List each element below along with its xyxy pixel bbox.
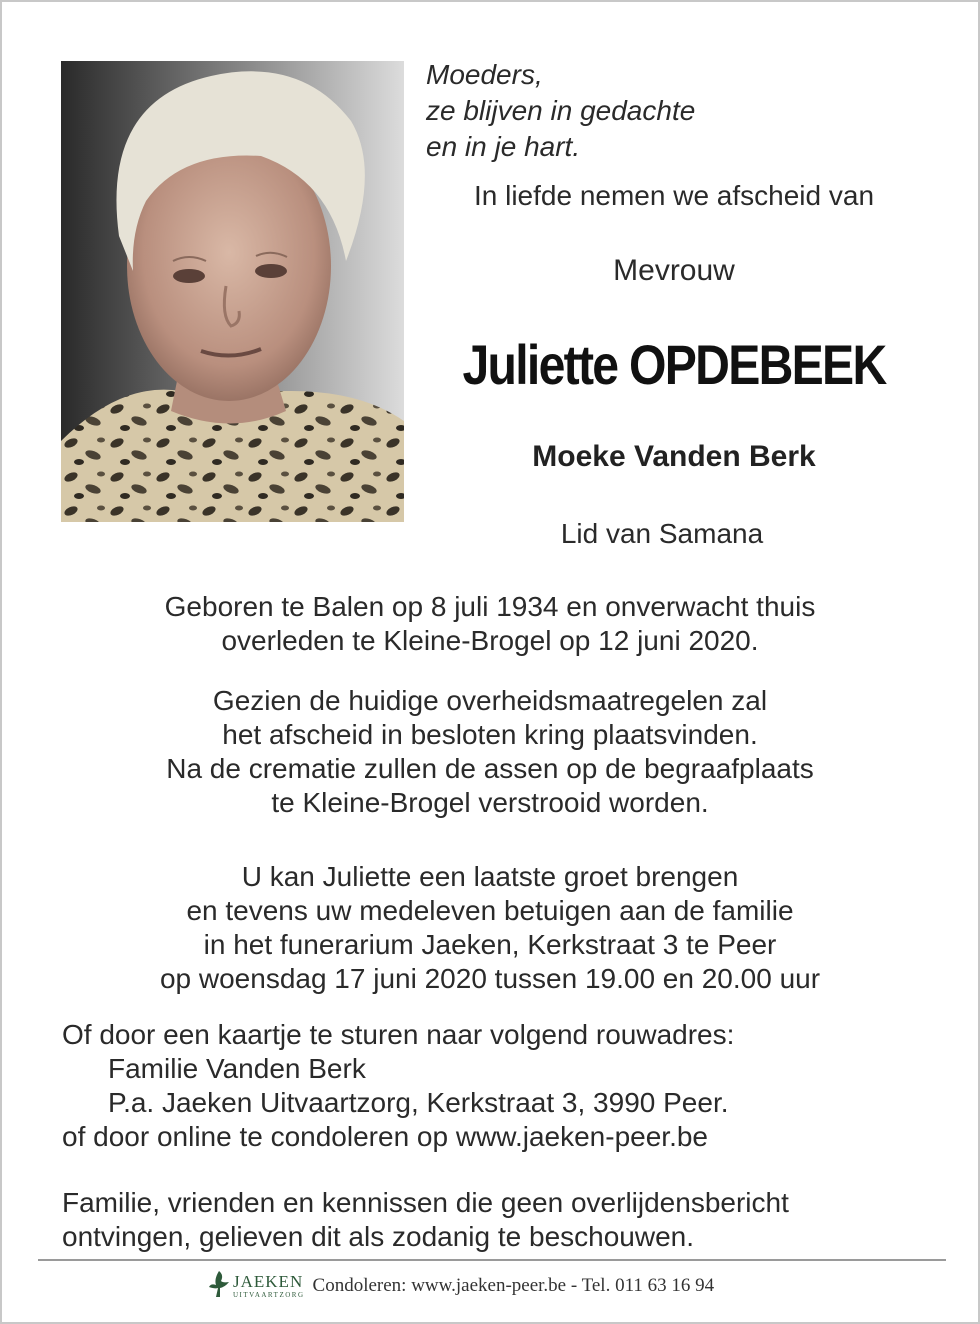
paragraph-line: in het funerarium Jaeken, Kerkstraat 3 te Peer bbox=[203, 929, 777, 960]
birth-death-paragraph bbox=[22, 590, 958, 658]
intro-text: In liefde nemen we afscheid van bbox=[473, 180, 875, 211]
portrait-illustration bbox=[61, 61, 404, 522]
address-line-2: P.a. Jaeken Uitvaartzorg, Kerkstraat 3, 3990 Peer. bbox=[108, 1087, 729, 1118]
logo-name: JAEKEN bbox=[233, 1271, 304, 1291]
dove-icon bbox=[208, 1269, 230, 1304]
paragraph-line: te Kleine-Brogel verstrooid worden. bbox=[271, 787, 709, 818]
paragraph-line: overleden te Kleine-Brogel op 12 juni 2020. bbox=[221, 625, 759, 656]
memorial-quote bbox=[426, 57, 695, 165]
paragraph-line: en tevens uw medeleven betuigen aan de familie bbox=[186, 895, 794, 926]
portrait-photo bbox=[61, 61, 404, 522]
mourning-address bbox=[62, 1018, 734, 1154]
ceremony-paragraph bbox=[22, 684, 958, 820]
deceased-name: Juliette OPDEBEEK bbox=[462, 333, 886, 396]
jaeken-logo bbox=[208, 1269, 305, 1304]
visitation-paragraph bbox=[22, 860, 958, 996]
address-line-1: Familie Vanden Berk bbox=[108, 1053, 366, 1084]
footer-contact: Condoleren: www.jaeken-peer.be - Tel. 011 63 16 94 bbox=[312, 1275, 715, 1296]
paragraph-line: op woensdag 17 juni 2020 tussen 19.00 en 20.00 uur bbox=[159, 963, 821, 994]
footer-divider bbox=[38, 1259, 946, 1261]
paragraph-line: Na de crematie zullen de assen op de begraafplaats bbox=[166, 753, 814, 784]
logo-subtitle: UITVAARTZORG bbox=[233, 1290, 305, 1299]
membership: Lid van Samana bbox=[560, 518, 764, 549]
quote-line: ze blijven in gedachte bbox=[426, 95, 696, 126]
paragraph-line: Geboren te Balen op 8 juli 1934 en onverwacht thuis bbox=[164, 591, 816, 622]
paragraph-line: U kan Juliette een laatste groet brengen bbox=[241, 861, 739, 892]
final-note bbox=[62, 1186, 789, 1254]
paragraph-line: Gezien de huidige overheidsmaatregelen zal bbox=[212, 685, 768, 716]
quote-line: en in je hart. bbox=[426, 131, 581, 162]
nickname: Moeke Vanden Berk bbox=[532, 440, 816, 473]
online-condolence: of door online te condoleren op www.jaeken-peer.be bbox=[62, 1121, 708, 1152]
footer bbox=[208, 1266, 714, 1306]
address-intro: Of door een kaartje te sturen naar volgend rouwadres: bbox=[62, 1019, 735, 1050]
final-note-line: Familie, vrienden en kennissen die geen overlijdensbericht bbox=[62, 1187, 789, 1218]
quote-line: Moeders, bbox=[426, 59, 543, 90]
final-note-line: ontvingen, gelieven dit als zodanig te beschouwen. bbox=[62, 1221, 694, 1252]
paragraph-line: het afscheid in besloten kring plaatsvinden. bbox=[222, 719, 758, 750]
honorific: Mevrouw bbox=[613, 254, 735, 287]
